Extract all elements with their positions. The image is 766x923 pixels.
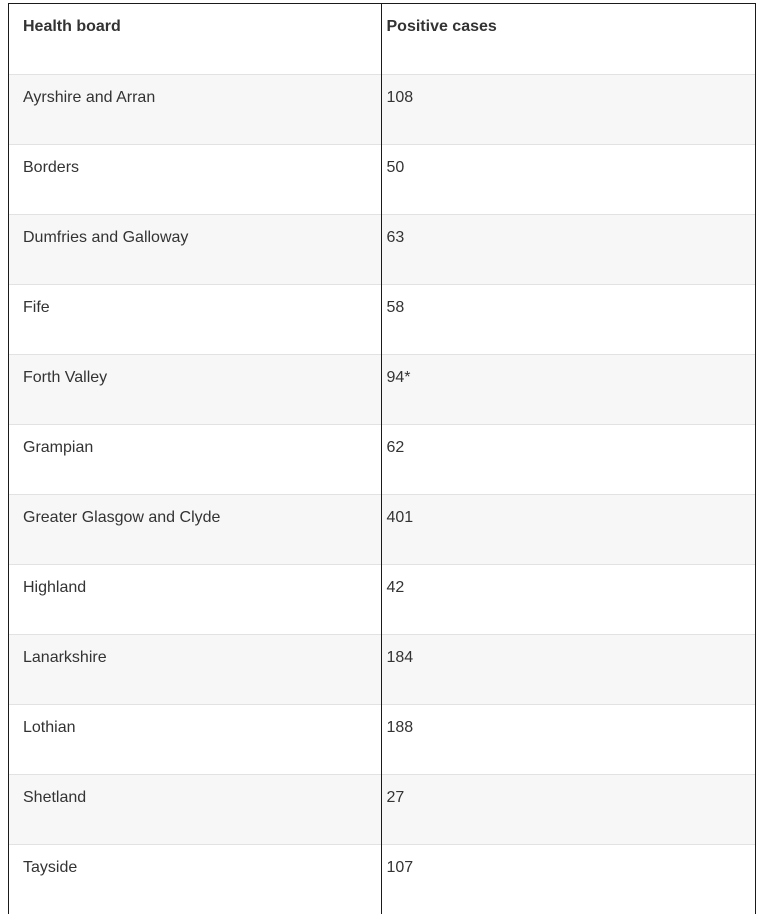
health-board-cell: Highland	[9, 564, 381, 634]
positive-cases-cell: 108	[381, 74, 755, 144]
table-row	[9, 494, 755, 564]
table-row	[9, 564, 755, 634]
health-board-cell: Fife	[9, 284, 381, 354]
table-row	[9, 354, 755, 424]
health-board-cell: Dumfries and Galloway	[9, 214, 381, 284]
table-row	[9, 424, 755, 494]
positive-cases-cell: 62	[381, 424, 755, 494]
table-header-row	[9, 4, 755, 74]
positive-cases-cell: 94*	[381, 354, 755, 424]
table-row	[9, 774, 755, 844]
positive-cases-cell: 58	[381, 284, 755, 354]
health-board-cell: Forth Valley	[9, 354, 381, 424]
table-row	[9, 74, 755, 144]
positive-cases-cell: 63	[381, 214, 755, 284]
header-health-board: Health board	[9, 4, 381, 74]
health-board-table	[8, 3, 756, 914]
table-row	[9, 214, 755, 284]
table-row	[9, 704, 755, 774]
table-row	[9, 144, 755, 214]
health-board-cell: Ayrshire and Arran	[9, 74, 381, 144]
positive-cases-cell: 107	[381, 844, 755, 914]
health-board-cell: Lanarkshire	[9, 634, 381, 704]
header-positive-cases: Positive cases	[386, 18, 497, 35]
health-board-cell: Lothian	[9, 704, 381, 774]
table-row	[9, 844, 755, 914]
positive-cases-cell: 50	[381, 144, 755, 214]
table-row	[9, 284, 755, 354]
health-board-cell: Tayside	[9, 844, 381, 914]
health-board-cell: Greater Glasgow and Clyde	[9, 494, 381, 564]
health-board-cell: Borders	[9, 144, 381, 214]
positive-cases-cell: 401	[381, 494, 755, 564]
health-board-cell: Shetland	[9, 774, 381, 844]
positive-cases-cell: 27	[381, 774, 755, 844]
positive-cases-cell: 184	[381, 634, 755, 704]
health-board-cell: Grampian	[9, 424, 381, 494]
table-row	[9, 634, 755, 704]
cases-table	[9, 4, 755, 914]
positive-cases-cell: 188	[381, 704, 755, 774]
positive-cases-cell: 42	[381, 564, 755, 634]
